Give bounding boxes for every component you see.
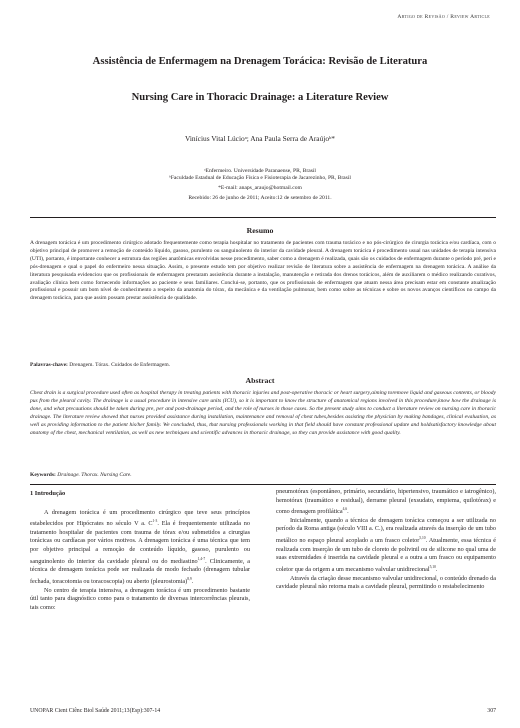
citation: 8,9 <box>187 576 192 581</box>
r2-text-c: . <box>435 565 438 573</box>
p1-text-d: . <box>191 577 194 585</box>
affiliation-b: ᵇFaculdade Estadual de Educação Física e Fisioterapia de Jacarezinho, PR, Brasil <box>169 175 351 181</box>
divider-bottom <box>30 484 496 485</box>
intro-paragraph-5: Através da criação desse mecanismo valvular unidirecional, o conteúdo drenado da cavidade pleural não retorna mais a cavidade pleural, permitindo o restabelecimento <box>276 574 496 591</box>
authors: Vinícius Vital Lúcioᵃ; Ana Paula Serra de Araújoᵇ* <box>184 134 336 143</box>
title-portuguese: Assistência de Enfermagem na Drenagem Torácica: Revisão de Literatura <box>92 56 428 67</box>
abstract-heading: Abstract <box>245 376 275 385</box>
keywords-values: Drainage. Thorax. Nursing Care. <box>55 472 132 478</box>
title-english: Nursing Care in Thoracic Drainage: a Literature Review <box>131 92 389 103</box>
intro-paragraph-3 <box>276 488 496 517</box>
r2-text-b: . Atualmente, essa técnica é realizada com inserção de um tubo de cloreto de polivinil ou de silicone no qual uma de suas extremidades é inserida na cavidade pleural e a outra a um frasco ou equipamento coletor que da origem a um mecanismo valvular unidirecional <box>276 537 496 573</box>
keywords-label: Keywords: <box>30 472 56 478</box>
palavras-chave-label: Palavras-chave: <box>30 362 68 368</box>
intro-paragraph-2: No centro de terapia intensiva, a drenagem torácica é um procedimento bastante útil tanto para diagnóstico como para o tratamento de diversas intercorrências pleurais, tais como: <box>30 586 250 611</box>
abstract-body: Chest drain is a surgical procedure used often as hospital therapy in treating patients with thoracic injuries and post-operative thoracic or heart surgery,aiming toremove liquid and gaseous contents, or bloody pus from the pleural cavity. The drainage is a usual procedure in intensive care units (ICU), so it is important to know the structure of anatomical regions involved in this procedure,know how the drainage is done, and what precautions should be taken during pre, per and post-drainage period, and the role of nurses in those cases. So the present study aims to conduct a literature review on nursing care in thoracic drainage. The literature review showed that nurses provided assistance during installation, maintenance and removal of chest tubes,besides assisting the physician by making bandages, clinical evaluation, as well as providing information to the patient his/her family. We concluded, thus, that nursing professionals working in that field should have constant professional update and holdsatisfactory knowledge about anatomy of the chest, mechanical ventilation, as well as new techniques and scientific advances in thoracic drainage, so they can provide assistance with good quality. <box>30 390 496 436</box>
p1-text-c: . Clinicamente, a técnica de drenagem torácica pode ser realizada de modo fechado (drenagem tubular fechada, toracotomia ou toracoscopia) ou aberto (pleurostomia) <box>30 557 250 585</box>
r1-text-a: pneumotórax (espontâneo, primário, secundário, hipertensivo, traumático e iatrogênico), hemotórax (traumático e residual), derrame pleural (exsudato, empiema, quilotórax) e como drenagem profilática <box>276 488 496 516</box>
right-column <box>276 488 496 592</box>
r1-text-b: . <box>347 508 349 516</box>
citation: 5,10 <box>419 536 426 541</box>
intro-paragraph-1 <box>30 509 250 587</box>
affiliation-a: ᵃEnfermeiro. Universidade Paranaense, PR, Brasil <box>204 168 316 174</box>
p1-text-b: . Ela é frequentemente utilizada no tratamento hospitalar de pacientes com trauma de tórax e/ou submetidos a cirurgias torácicas ou cardíacas por vários motivos. A drenagem torácica é uma técnica que tem por objetivo principal a remoção de conteúdo líquido, gasoso, purulento ou sanguinolento do interior da cavidade pleural ou do mediastino <box>30 520 250 565</box>
resumo-body: A drenagem torácica é um procedimento cirúrgico adotado frequentemente como terapia hospitalar no tratamento de pacientes com trauma torácico e no pós-cirúrgico de cirurgia torácica e/ou cardíaca, com o objetivo principal de promover a remoção de conteúdo líquido, gasoso, purulento ou sanguinolento do interior da cavidade pleural. A drenagem torácica é procedimento usual nas unidades de terapia intensiva (UTI), portanto, é importante conhecer a estrutura das regiões anatômicas envolvidas nesse procedimento, saber como a drenagem é realizada, quais são os cuidados de enfermagem durante o período pré, peri e pós-drenagem e qual o papel do enfermeiro nessa situação. Assim, o presente estudo tem por objetivo realizar revisão de literatura sobre a assistência de enfermagem na drenagem torácica. A análise da literatura pesquisada evidenciou que os profissionais de enfermagem prestaram assistência durante a instalação, manutenção e retirada dos drenos torácicos, além de auxiliarem o médico realizando curativos, avaliação clínica bem como fornecendo informações ao paciente e seus familiares. Conclui-se, portanto, que os profissionais de enfermagem que atuam nessa área precisam estar em constante atualização profissional e possuir um bom nível de conhecimento a respeito da anatomia do tórax, da mecânica e da ventilação pulmonar, bem como sobre as técnicas e sobre os novos avanços científicos no campo da drenagem torácica, para que assim possam prestar assistência de qualidade. <box>30 240 496 302</box>
intro-paragraph-4 <box>276 517 496 575</box>
received-accepted-dates: Recebido: 26 de junho de 2011; Aceito:12 de setembro de 2011. <box>188 195 332 201</box>
citation: 1-3 <box>152 519 158 524</box>
left-column <box>30 490 250 612</box>
citation: 1,4-7 <box>197 556 206 561</box>
citation: 5,10 <box>429 564 436 569</box>
intro-heading: 1 Introdução <box>30 490 66 497</box>
citation: 4,6 <box>342 507 348 512</box>
running-head: Artigo de Revisão / Review Article <box>397 14 490 20</box>
page-number: 307 <box>487 708 496 714</box>
keywords <box>30 472 496 480</box>
p1-text-a: A drenagem torácica é um procedimento cirúrgico que teve seus princípios estabelecidos por Hipócrates no século V a. C <box>30 508 250 528</box>
palavras-chave <box>30 362 496 370</box>
journal-citation: UNOPAR Cient Ciênc Biol Saúde 2011;13(Esp):307-14 <box>30 708 161 714</box>
r2-text-a: Inicialmente, quando a técnica de drenagem torácica começou a ser utilizada no período da Roma antiga (século VIII a. C.), era realizada através da inserção de um tubo metálico no espaço pleural acoplado a um frasco coletor <box>276 516 496 545</box>
contact-email: *E-mail: anaps_araujo@hotmail.com <box>218 185 302 191</box>
divider-top <box>30 217 496 218</box>
palavras-chave-values: Drenagem. Tórax. Cuidados de Enfermagem. <box>67 362 171 368</box>
resumo-heading: Resumo <box>246 226 274 235</box>
